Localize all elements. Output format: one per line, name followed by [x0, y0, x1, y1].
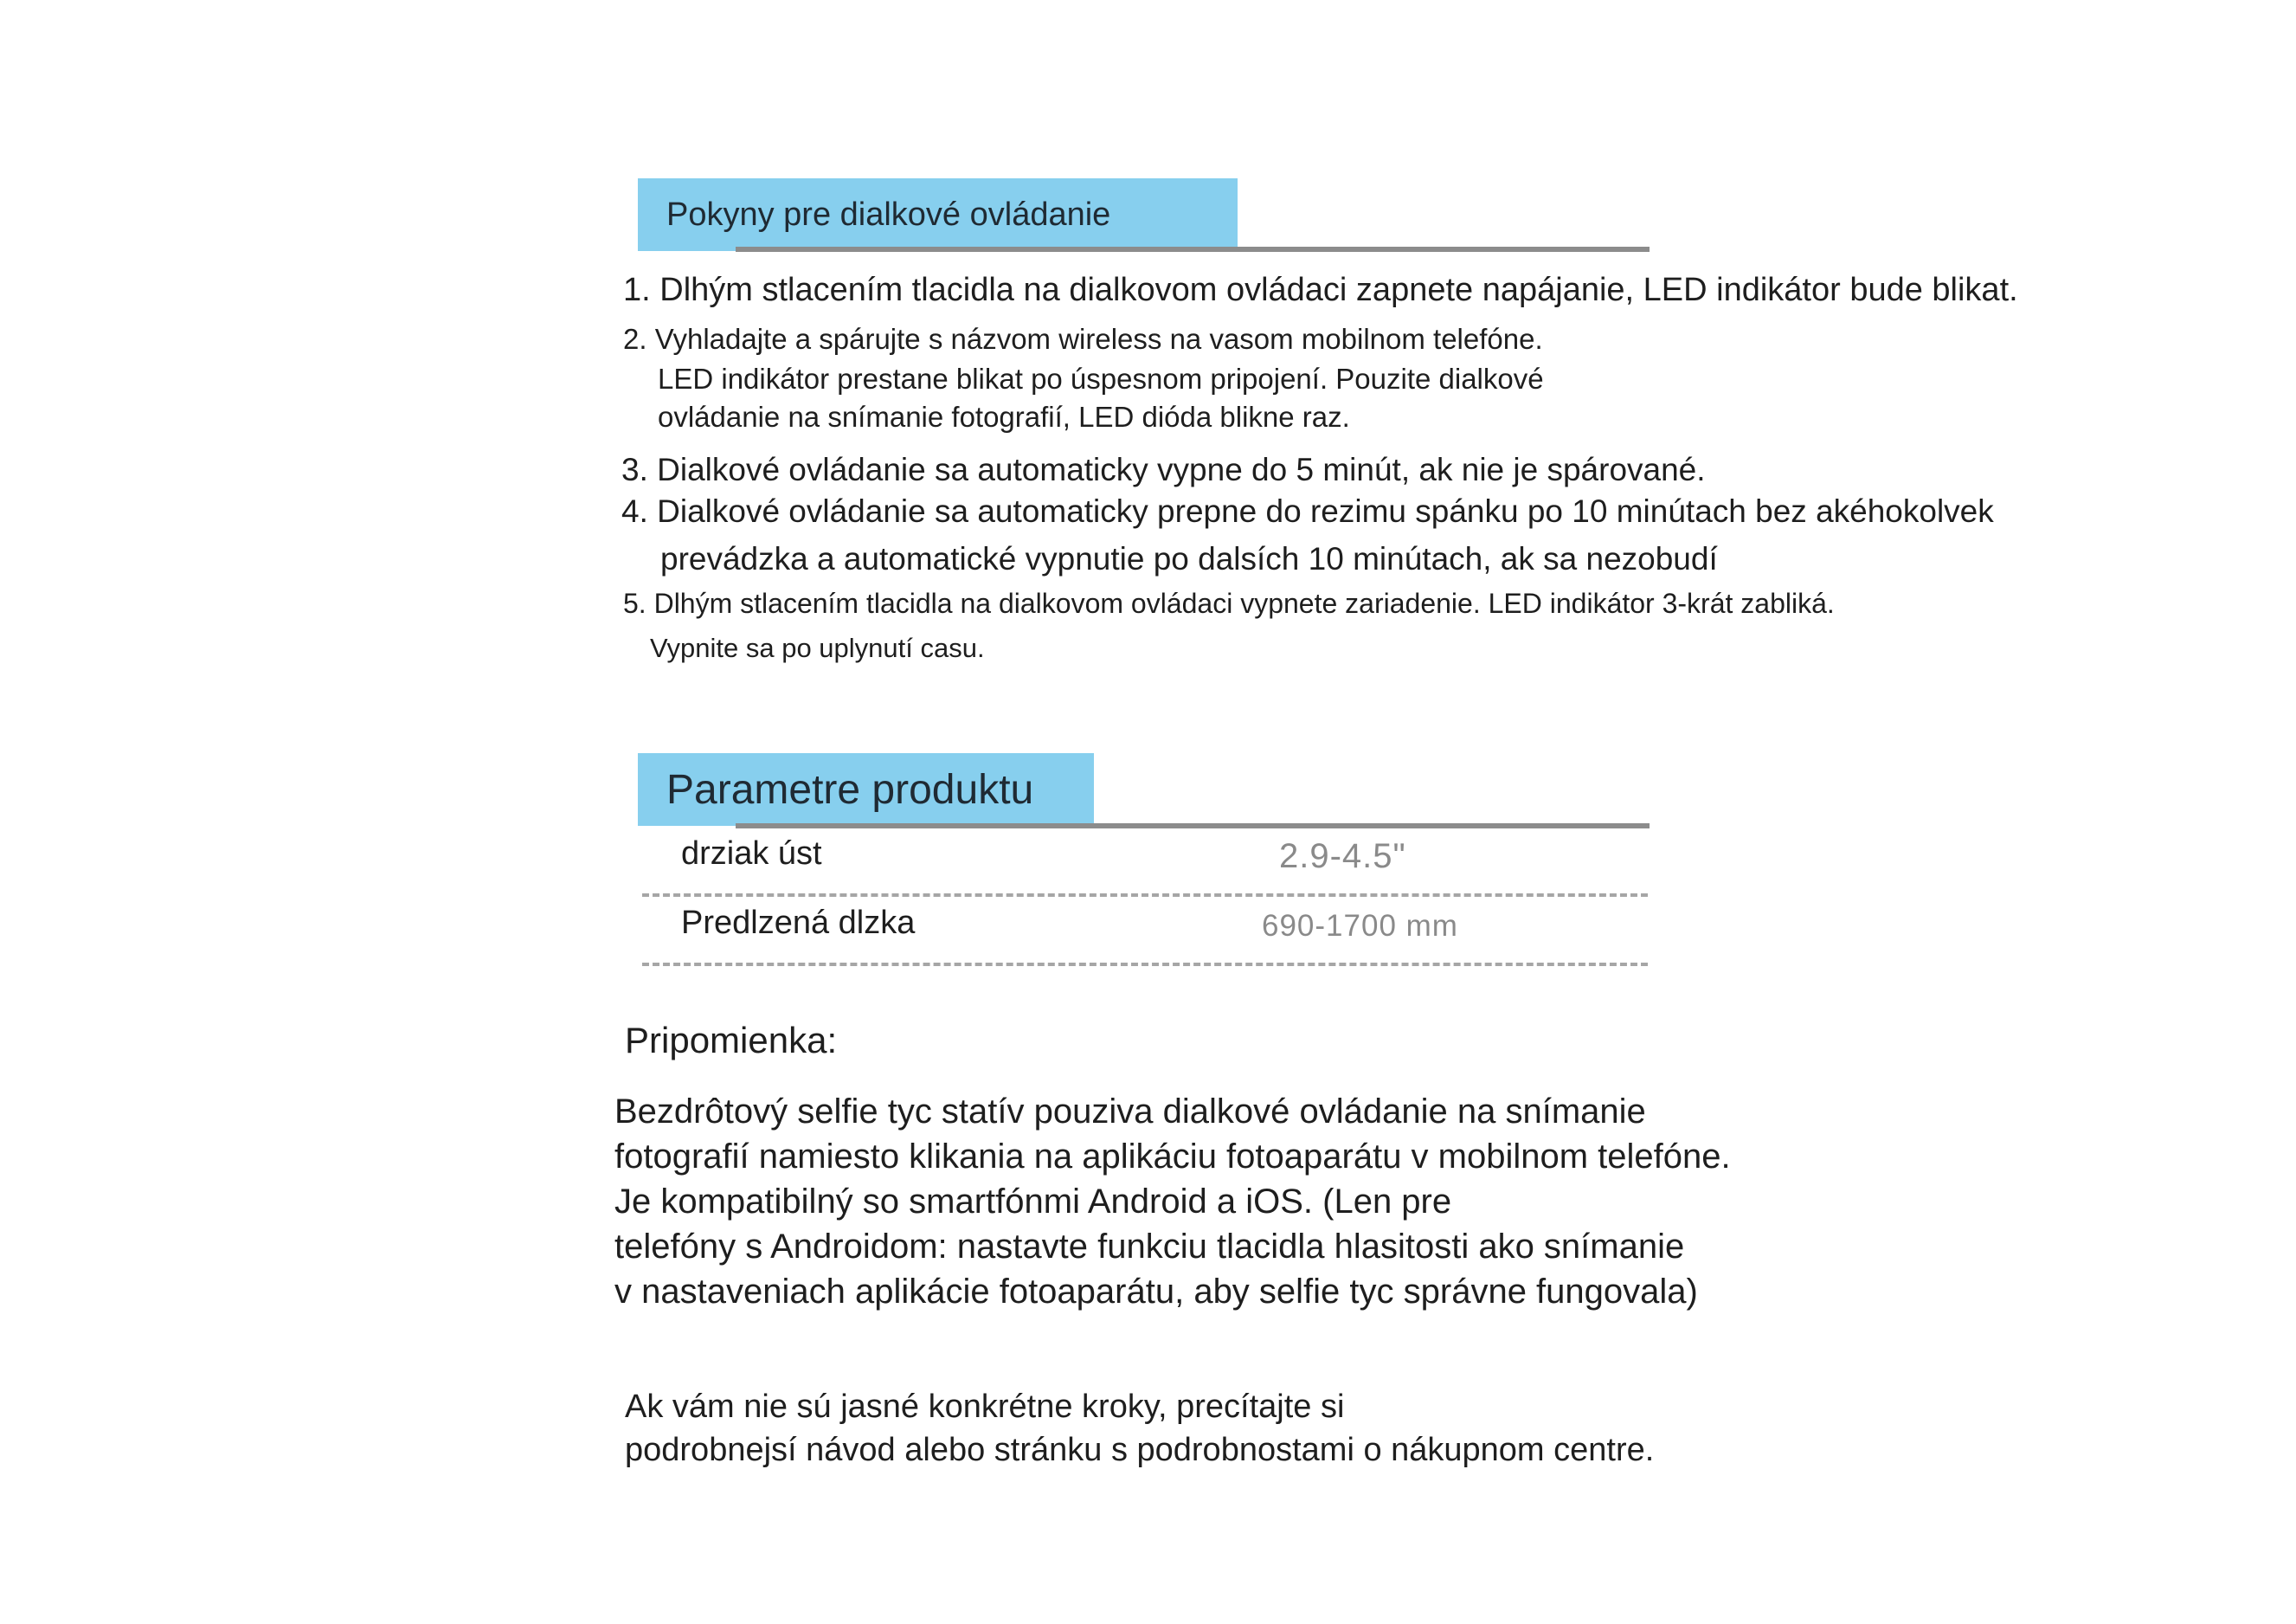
footer-paragraph	[625, 1385, 1654, 1472]
step-3: 3. Dialkové ovládanie sa automaticky vypne do 5 minút, ak nie je spárované.	[621, 452, 1706, 487]
spec-divider	[642, 893, 1648, 897]
spec-divider	[642, 963, 1648, 966]
product-params-title: Parametre produktu	[666, 766, 1034, 813]
remote-instructions-title: Pokyny pre dialkové ovládanie	[666, 196, 1111, 233]
note-line: fotografií namiesto klikania na aplikáciu fotoaparátu v mobilnom telefóne.	[614, 1137, 1731, 1176]
note-line: Bezdrôtový selfie tyc statív pouziva dialkové ovládanie na snímanie	[614, 1092, 1646, 1131]
note-line: Je kompatibilný so smartfónmi Android a iOS. (Len pre	[614, 1183, 1452, 1221]
product-params-heading	[638, 753, 1094, 826]
step-5-continued: Vypnite sa po uplynutí casu.	[650, 633, 985, 663]
note-line: v nastaveniach aplikácie fotoaparátu, aby selfie tyc správne fungovala)	[614, 1273, 1698, 1311]
step-2-continued-b: ovládanie na snímanie fotografií, LED dióda blikne raz.	[658, 401, 1350, 433]
note-line: telefóny s Androidom: nastavte funkciu tlacidla hlasitosti ako snímanie	[614, 1228, 1685, 1266]
note-heading: Pripomienka:	[625, 1020, 838, 1060]
step-4-continued: prevádzka a automatické vypnutie po dalsích 10 minútach, ak sa nezobudí	[660, 541, 1718, 577]
footer-line: podrobnejsí návod alebo stránku s podrobnostami o nákupnom centre.	[625, 1432, 1655, 1468]
note-paragraph	[614, 1089, 1731, 1314]
step-2: 2. Vyhladajte a spárujte s názvom wireless na vasom mobilnom telefóne.	[623, 323, 1543, 355]
spec-value-mouth-holder: 2.9-4.5"	[1279, 837, 1406, 875]
step-2-continued-a: LED indikátor prestane blikat po úspesnom pripojení. Pouzite dialkové	[658, 363, 1544, 395]
step-5: 5. Dlhým stlacením tlacidla na dialkovom ovládaci vypnete zariadenie. LED indikátor 3-krát zabliká.	[623, 588, 1835, 619]
spec-value-extended-length: 690-1700 mm	[1262, 909, 1458, 943]
params-heading-rule	[736, 823, 1650, 828]
remote-heading-rule	[736, 247, 1650, 252]
footer-line: Ak vám nie sú jasné konkrétne kroky, precítajte si	[625, 1389, 1345, 1425]
step-4: 4. Dialkové ovládanie sa automaticky prepne do rezimu spánku po 10 minútach bez akéhokolvek	[621, 493, 1994, 529]
step-1: 1. Dlhým stlacením tlacidla na dialkovom ovládaci zapnete napájanie, LED indikátor bude blikat.	[623, 272, 2018, 308]
remote-instructions-heading	[638, 178, 1238, 251]
spec-label-extended-length: Predlzená dlzka	[681, 905, 916, 941]
spec-label-mouth-holder: drziak úst	[681, 835, 822, 872]
